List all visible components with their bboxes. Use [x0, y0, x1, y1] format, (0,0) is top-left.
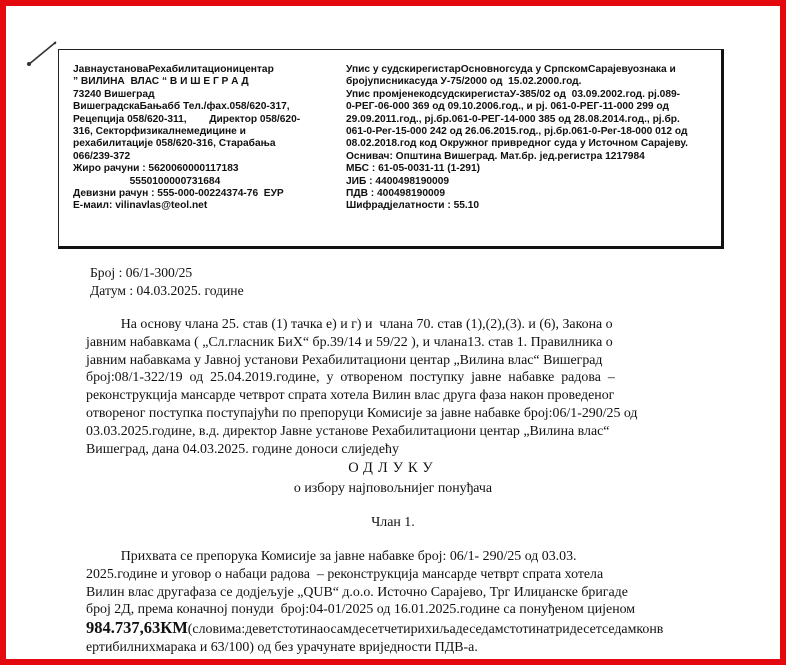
- reference-date: Датум : 04.03.2025. године: [90, 282, 244, 298]
- intro-line: број:08/1-322/19 од 25.04.2019.године, у отвореном поступку јавне набавке радова –: [86, 370, 615, 386]
- amount-in-words: (словима:деветстотинаосамдесетчетирихиљадеседамстотинатридесетседамконв: [187, 622, 664, 638]
- intro-line: Вишеград, дана 04.03.2025. године доноси слиједећу: [86, 441, 399, 457]
- letterhead-left-line: 73240 Вишеград: [73, 88, 155, 100]
- letterhead-right-line: 08.02.2018.год код Окружног привредног суда у Источном Сарајеву.: [346, 138, 688, 150]
- letterhead-right-line: Упис промјенекодсудскирегистаУ-385/02 од 03.09.2002.год. рј.089-: [346, 88, 681, 100]
- amount-line: [86, 619, 696, 639]
- letterhead-right-line: ЈИБ : 4400498190009: [346, 175, 450, 187]
- intro-line: На основу члана 25. став (1) тачка е) и г) и члана 70. став (1),(2),(3). и (6), Закона о: [86, 317, 613, 332]
- decision-subtitle: о избору најповољнијег понуђача: [293, 481, 493, 496]
- letterhead-left-column: [73, 64, 343, 213]
- letterhead-left-line: ” ВИЛИНА ВЛАС “ В И Ш Е Г Р А Д: [73, 76, 249, 88]
- article-paragraph: [86, 548, 696, 657]
- letterhead-left-line: Е-маил: vilinavlas@teol.net: [73, 200, 208, 212]
- letterhead-left-line: рехабилитације 058/620-316, Старабања: [73, 138, 276, 150]
- article-last-line: ертибилнихмарака и 63/100) од без урачунате вриједности ПДВ-а.: [86, 639, 478, 655]
- article-lines: [86, 548, 696, 619]
- letterhead-right-line: Шифрадјелатности : 55.10: [346, 200, 480, 212]
- letterhead-right-line: 29.09.2011.год., рј.бр.061-0-РЕГ-14-000 385 од 28.08.2014.год., рј.бр.: [346, 113, 680, 125]
- letterhead-left-line: 066/239-372: [73, 150, 131, 162]
- contract-amount: 984.737,63КМ: [86, 618, 188, 638]
- letterhead-left-line: ЈавнаустановаРехабилитационицентар: [73, 64, 274, 75]
- letterhead-left-line: Жиро рачуни : 5620060000117183: [73, 163, 239, 175]
- intro-line: реконструкција мансарде четврот спрата хотела Вилин влас друга фаза након проведеног: [86, 388, 615, 404]
- letterhead-left-line: ВишеградскаБањабб Тел./фах.058/620-317,: [73, 101, 290, 113]
- intro-paragraph: [86, 316, 692, 458]
- letterhead-left-line: 5550100000731684: [73, 175, 221, 187]
- article-heading: Члан 1.: [371, 515, 415, 530]
- letterhead-right-line: Оснивач: Општина Вишеград. Мат.бр. јед.регистра 1217984: [346, 150, 645, 162]
- intro-line: јавним набавкама у Јавној установи Рехабилитациони центар „Вилина влас“ Вишеград: [86, 352, 603, 368]
- article-line: Прихвата се препорука Комисије за јавне набавке број: 06/1- 290/25 од 03.03.: [86, 549, 577, 564]
- letterhead-right-column: [346, 64, 718, 213]
- letterhead-left-line: Рецепција 058/620-311, Директор 058/620-: [73, 113, 301, 125]
- letterhead-left-line: 316, Секторфизикалнемедицине и: [73, 126, 246, 138]
- article-line: Вилин влас другафаза се додјељује „QUB“ д.о.о. Источно Сарајево, Трг Илиџанске бригаде: [86, 584, 628, 600]
- intro-line: јавним набавкама ( „Сл.гласник БиХ“ бр.39/14 и 59/22 ), и члана13. став 1. Правилника о: [86, 334, 613, 350]
- article-line: 2025.године и уговор о набаци радова – реконструкција мансарде четврт спрата хотела: [86, 566, 604, 582]
- intro-line: 03.03.2025.године, в.д. директор Јавне установе Рехабилитациони центар „Вилина влас“: [86, 423, 610, 439]
- decision-title: ОДЛУКУ: [348, 460, 438, 476]
- pen-mark-icon: [26, 38, 60, 68]
- letterhead-right-line: МБС : 61-05-0031-11 (1-291): [346, 163, 481, 175]
- letterhead-right-line: 0-РЕГ-06-000 369 од 09.10.2006.год., и рј. 061-0-РЕГ-11-000 299 од: [346, 101, 669, 113]
- letterhead-right-line: бројуписникасуда У-75/2000 од 15.02.2000.год.: [346, 76, 582, 88]
- letterhead-right-line: 061-0-Рег-15-000 242 од 26.06.2015.год., рј.бр.061-0-Рег-18-000 012 од: [346, 126, 688, 138]
- letterhead-right-line: ПДВ : 400498190009: [346, 188, 445, 200]
- reference-block: [90, 264, 244, 299]
- intro-line: отвореног поступка поступајући по препоруци Комисије за јавне набавке број:06/1-290/25 од: [86, 405, 638, 421]
- article-line: број 2Д, према коначној понуди број:04-01/2025 од 16.01.2025.године са понуђеном цијеном: [86, 602, 636, 618]
- letterhead-right-line: Упис у судскирегистарОсновногсуда у СрпскомСарајевуознака и: [346, 64, 676, 75]
- reference-number: Број : 06/1-300/25: [90, 265, 193, 280]
- letterhead-left-line: Девизни рачун : 555-000-00224374-76 ЕУР: [73, 188, 284, 200]
